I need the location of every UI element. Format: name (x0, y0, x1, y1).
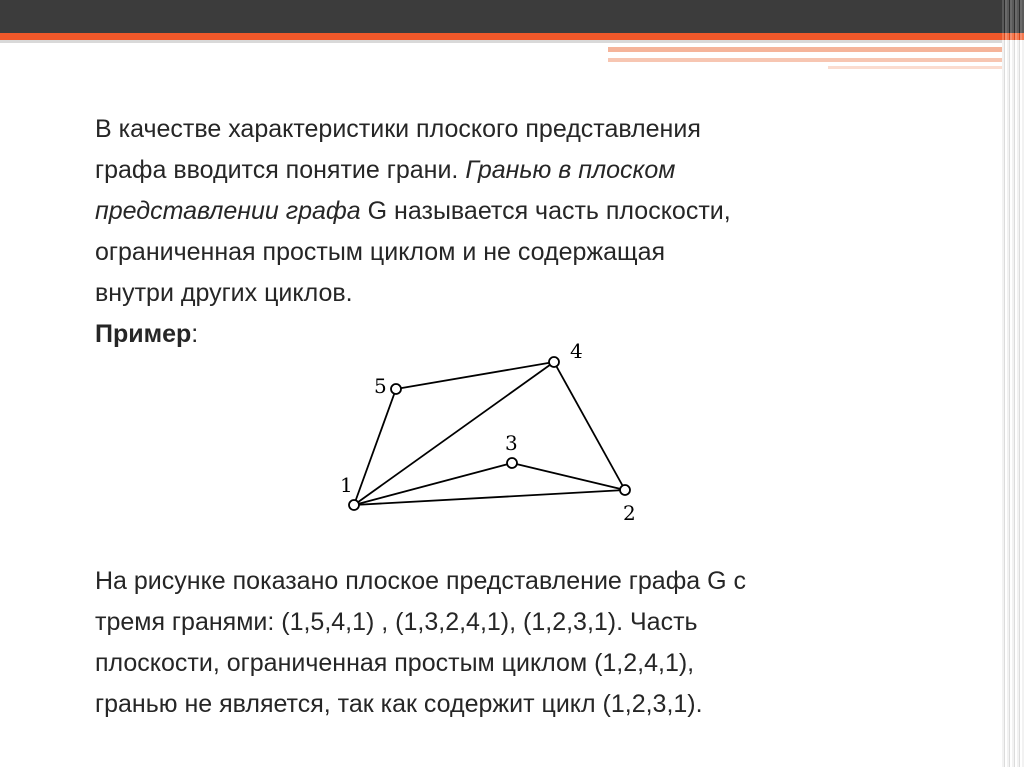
graph-vertices (349, 357, 630, 510)
right-edge-stripes-orange (1002, 33, 1024, 40)
explanation-line: На рисунке показано плоское представление графа G с (95, 567, 747, 595)
graph-edge-3-2 (512, 463, 625, 490)
header-orange-bar (0, 33, 1024, 40)
definition-line: графа вводится понятие грани. (95, 156, 466, 184)
graph-edge-1-5 (354, 389, 396, 505)
definition-line: В качестве характеристики плоского представления (95, 115, 701, 143)
definition-line: внутри других циклов. (95, 279, 353, 307)
example-colon: : (191, 320, 199, 348)
graph-vertex-3 (507, 458, 517, 468)
example-heading (95, 314, 198, 355)
explanation-line: плоскости, ограниченная простым циклом (1,2,4,1), (95, 649, 695, 677)
header-accent-stripe (608, 47, 1008, 52)
graph-edge-5-4 (396, 362, 554, 389)
graph-vertex-5 (391, 384, 401, 394)
graph-vertex-2 (620, 485, 630, 495)
right-edge-stripes (1002, 0, 1024, 767)
definition-line: G называется часть плоскости, (360, 197, 731, 225)
graph-edge-4-2 (554, 362, 625, 490)
graph-vertex-label-3: 3 (505, 431, 518, 455)
explanation-line: тремя гранями: (1,5,4,1) , (1,3,2,4,1), (1,2,3,1). Часть (95, 608, 698, 636)
header-dark-bar (0, 0, 1024, 33)
planar-graph-diagram (330, 335, 650, 530)
graph-edge-1-3 (354, 463, 512, 505)
explanation-paragraph (95, 561, 915, 725)
header-accent-stripe (608, 58, 1008, 62)
header-accent-stripe (828, 66, 1008, 69)
header-divider (0, 40, 1024, 43)
right-edge-stripes-dark (1002, 0, 1024, 33)
graph-vertex-4 (549, 357, 559, 367)
definition-term: Гранью в плоском (465, 156, 676, 184)
graph-vertex-label-5: 5 (374, 374, 387, 398)
definition-paragraph (95, 109, 895, 314)
explanation-line: гранью не является, так как содержит цикл (1,2,3,1). (95, 690, 703, 718)
graph-edge-1-2 (354, 490, 625, 505)
graph-vertex-1 (349, 500, 359, 510)
definition-term: представлении графа (95, 197, 361, 225)
graph-vertex-label-4: 4 (570, 339, 583, 363)
graph-vertex-label-1: 1 (340, 473, 353, 497)
example-label: Пример (95, 320, 192, 348)
graph-vertex-label-2: 2 (623, 501, 636, 525)
definition-line: ограниченная простым циклом и не содержащая (95, 238, 666, 266)
